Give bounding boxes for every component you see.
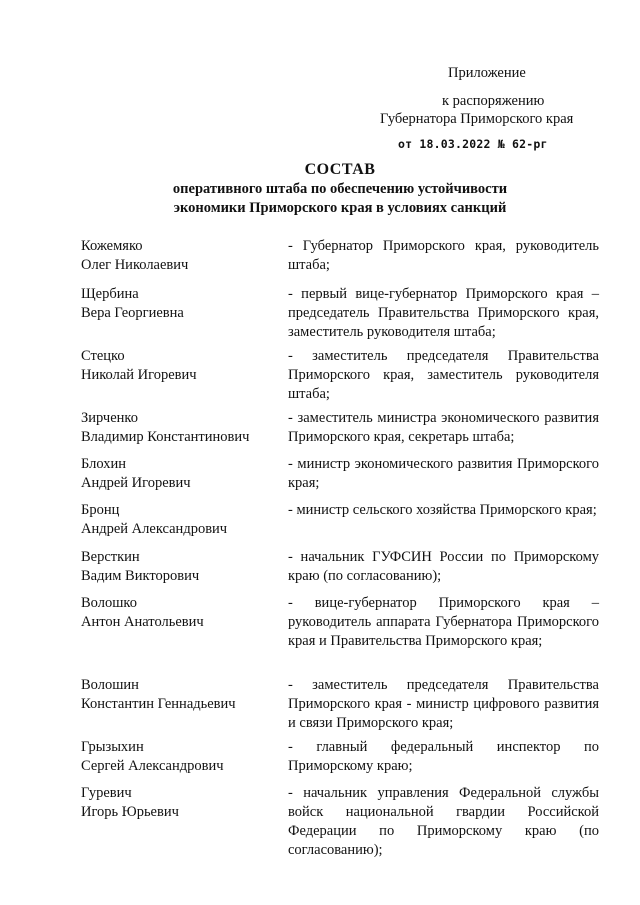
member-name bbox=[81, 501, 276, 539]
member-surname: Волошко bbox=[81, 595, 137, 611]
member-surname: Гуревич bbox=[81, 785, 132, 801]
member-given-name: Вадим Викторович bbox=[81, 568, 200, 584]
member-name bbox=[81, 409, 276, 447]
member-role: - заместитель председателя Правительства Приморского края - министр цифрового развития и связи Приморского края; bbox=[288, 677, 599, 731]
member-surname: Стецко bbox=[81, 348, 125, 364]
member-role: - заместитель министра экономического развития Приморского края, секретарь штаба; bbox=[288, 410, 599, 445]
member-role: - министр экономического развития Приморского края; bbox=[288, 456, 599, 491]
member-surname: Кожемяко bbox=[81, 238, 143, 254]
appendix-label: Приложение bbox=[448, 65, 526, 81]
member-name bbox=[81, 676, 276, 714]
member-role: - министр сельского хозяйства Приморского края; bbox=[288, 502, 597, 518]
member-name bbox=[81, 738, 276, 776]
issuer: Губернатора Приморского края bbox=[380, 111, 574, 127]
member-name bbox=[81, 784, 276, 822]
member-given-name: Вера Георгиевна bbox=[81, 305, 184, 321]
member-role: - главный федеральный инспектор по Приморскому краю; bbox=[288, 739, 599, 774]
member-given-name: Николай Игоревич bbox=[81, 367, 197, 383]
member-surname: Бронц bbox=[81, 502, 120, 518]
member-role: - Губернатор Приморского края, руководитель штаба; bbox=[288, 238, 599, 273]
member-given-name: Константин Геннадьевич bbox=[81, 696, 236, 712]
member-name bbox=[81, 237, 276, 275]
member-surname: Версткин bbox=[81, 549, 140, 565]
member-given-name: Антон Анатольевич bbox=[81, 614, 204, 630]
member-role: - заместитель председателя Правительства Приморского края, заместитель руководителя штаба; bbox=[288, 348, 599, 402]
title-heading: СОСТАВ bbox=[304, 161, 376, 178]
member-given-name: Игорь Юрьевич bbox=[81, 804, 179, 820]
member-role: - вице-губернатор Приморского края – руководитель аппарата Губернатора Приморского края и Правительства Приморского края; bbox=[288, 595, 599, 649]
member-given-name: Андрей Александрович bbox=[81, 521, 228, 537]
title-subtitle-line-1: оперативного штаба по обеспечению устойчивости bbox=[172, 181, 508, 197]
member-surname: Щербина bbox=[81, 286, 139, 302]
member-name bbox=[81, 347, 276, 385]
member-given-name: Владимир Константинович bbox=[81, 429, 250, 445]
member-surname: Блохин bbox=[81, 456, 127, 472]
member-surname: Грызыхин bbox=[81, 739, 144, 755]
order-reference: к распоряжению bbox=[442, 93, 545, 109]
member-role: - первый вице-губернатор Приморского края – председатель Правительства Приморского края, заместитель руководителя штаба; bbox=[288, 286, 599, 340]
member-given-name: Сергей Александрович bbox=[81, 758, 224, 774]
member-name bbox=[81, 548, 276, 586]
member-name bbox=[81, 594, 276, 632]
date-number-stamp: от 18.03.2022 № 62-рг bbox=[398, 137, 548, 151]
member-role: - начальник ГУФСИН России по Приморскому краю (по согласованию); bbox=[288, 549, 599, 584]
member-given-name: Андрей Игоревич bbox=[81, 475, 191, 491]
member-role: - начальник управления Федеральной службы войск национальной гвардии Российской Федерации по Приморскому краю (по согласованию); bbox=[288, 785, 599, 858]
member-surname: Волошин bbox=[81, 677, 139, 693]
member-name bbox=[81, 455, 276, 493]
member-surname: Зирченко bbox=[81, 410, 138, 426]
member-name bbox=[81, 285, 276, 323]
title-subtitle-line-2: экономики Приморского края в условиях санкций bbox=[173, 200, 507, 216]
member-given-name: Олег Николаевич bbox=[81, 257, 189, 273]
